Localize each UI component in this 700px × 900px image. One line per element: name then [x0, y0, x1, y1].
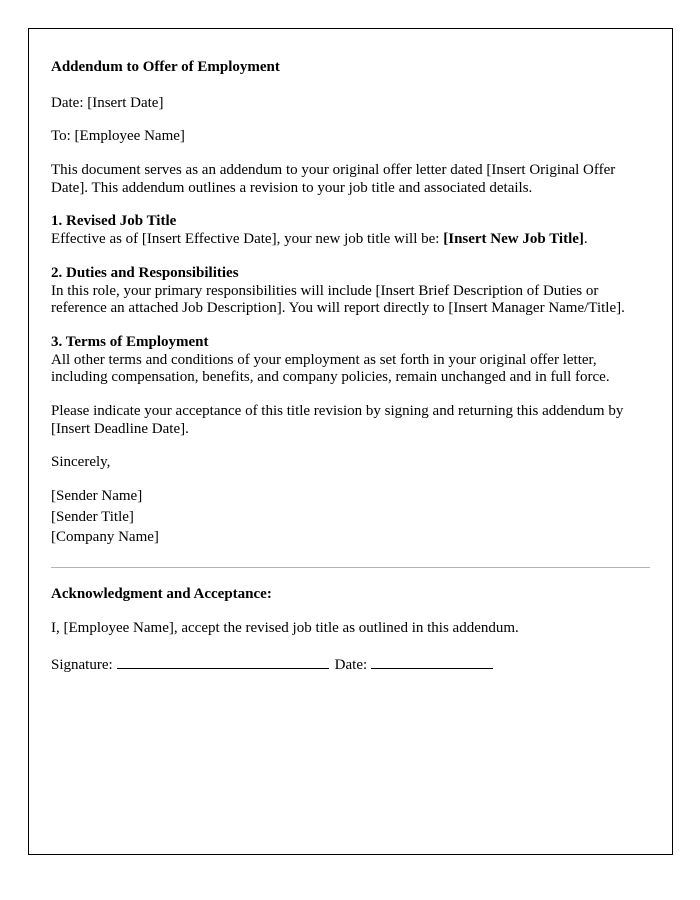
signature-line[interactable] [117, 655, 329, 669]
new-job-title-placeholder: [Insert New Job Title] [443, 231, 584, 248]
date-line-blank[interactable] [371, 655, 493, 669]
section-revised-job-title [51, 213, 650, 248]
sender-company: [Company Name] [51, 529, 159, 546]
section-1-body-prefix: Effective as of [Insert Effective Date], your new job title will be: [51, 231, 444, 248]
letter-body [51, 59, 650, 675]
intro-paragraph: This document serves as an addendum to your original offer letter dated [Insert Original Offer Date]. This addendum outlines a revision to your job title and associated details. [51, 162, 616, 196]
closing-request-paragraph: Please indicate your acceptance of this title revision by signing and returning this addendum by [Insert Deadline Date]. [51, 402, 624, 437]
document-title: Addendum to Offer of Employment [51, 59, 280, 75]
sender-block [51, 488, 650, 547]
section-1-heading: 1. Revised Job Title [51, 213, 177, 230]
section-terms [51, 334, 650, 387]
date-label: Date: [334, 657, 368, 674]
document-page [28, 28, 673, 855]
sender-name: [Sender Name] [51, 488, 143, 504]
acknowledgment-body: I, [Employee Name], accept the revised job title as outlined in this addendum. [51, 619, 519, 636]
section-divider [51, 567, 650, 568]
signature-label: Signature: [51, 657, 113, 674]
section-1-body [51, 231, 650, 249]
section-3-heading: 3. Terms of Employment [51, 333, 209, 350]
signature-row [51, 655, 650, 675]
acknowledgment-heading: Acknowledgment and Acceptance: [51, 586, 272, 603]
section-1-body-suffix: . [583, 231, 588, 248]
recipient-line: To: [Employee Name] [51, 128, 185, 145]
section-3-body: All other terms and conditions of your employment as set forth in your original offer letter, including compensation, benefits, and company policies, remain unchanged and in full force. [51, 351, 610, 386]
date-line: Date: [Insert Date] [51, 94, 164, 111]
signoff: Sincerely, [51, 454, 111, 471]
section-2-heading: 2. Duties and Responsibilities [51, 264, 239, 281]
section-2-body: In this role, your primary responsibilities will include [Insert Brief Description of Duties or reference an attached Job Description]. You will report directly to [Insert Manager Name/Title]. [51, 282, 625, 317]
section-duties [51, 265, 650, 318]
sender-title: [Sender Title] [51, 508, 134, 525]
